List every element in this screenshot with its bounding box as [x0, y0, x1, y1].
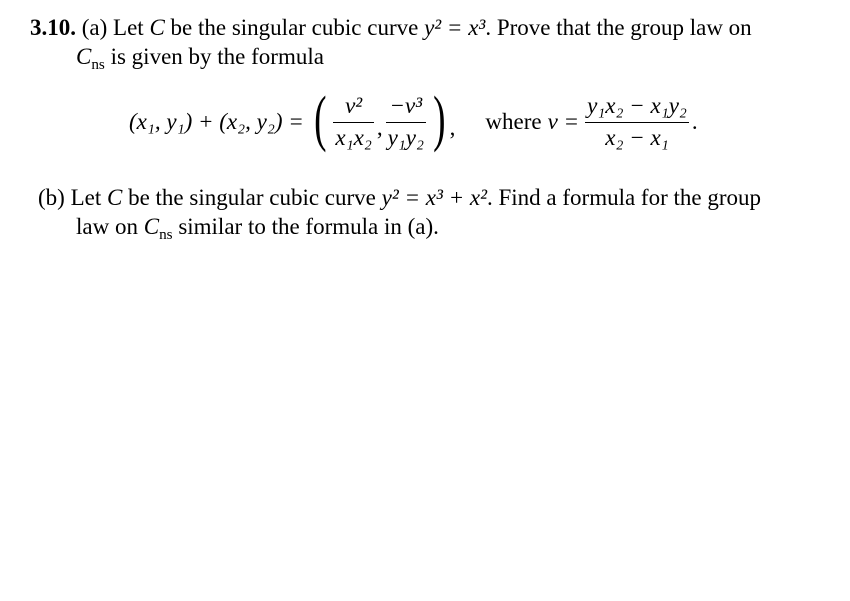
part-b-line2-before: law on [76, 214, 138, 239]
formula-period: . [691, 109, 698, 134]
part-a-label: (a) [81, 15, 108, 40]
part-a-cns-symbol: C [76, 44, 92, 69]
frac3-numerator: y₁x₂ − x₁y₂ [587, 93, 687, 119]
part-b-text-mid: be the singular cubic curve [128, 185, 376, 210]
frac1-numerator: ν² [345, 93, 363, 119]
part-a-text-let: Let [113, 15, 144, 40]
frac2-denominator: y₁y₂ [387, 124, 424, 150]
part-b-line2-after: similar to the formula in (a). [178, 214, 439, 239]
fraction-nu [585, 94, 689, 149]
part-a-cns-subscript: ns [91, 55, 105, 73]
problem-line-2 [76, 44, 324, 73]
frac3-denominator: x₂ − x₁ [605, 124, 669, 150]
problem-line-b1 [38, 186, 761, 209]
part-a-line2-text: is given by the formula [110, 44, 324, 69]
frac1-denominator: x₁x₂ [335, 124, 372, 150]
part-a-curve-symbol: C [149, 15, 165, 40]
group-law-formula [129, 82, 698, 162]
part-b-label: (b) [38, 185, 65, 210]
frac2-numerator: −ν³ [389, 93, 423, 119]
right-paren: ) [433, 85, 446, 153]
formula-comma-2: , [449, 115, 456, 140]
problem-number: 3.10. [30, 15, 76, 40]
left-paren: ( [313, 85, 327, 153]
problem-line-b2 [76, 214, 439, 243]
problem-line-1 [30, 16, 752, 39]
formula-comma: , [376, 115, 383, 140]
part-b-curve-equation: y² = x³ + x² [381, 185, 487, 210]
part-b-cns-symbol: C [143, 214, 160, 239]
part-a-text-after: . Prove that the group law on [485, 15, 752, 40]
part-b-curve-symbol: C [106, 185, 123, 210]
part-b-text-after: . Find a formula for the group [486, 185, 762, 210]
where-text: where [485, 109, 542, 134]
part-b-cns-subscript: ns [159, 225, 173, 243]
formula-lhs: (x₁, y₁) + (x₂, y₂) = [129, 109, 304, 134]
part-b-text-let: Let [70, 185, 102, 210]
fraction-nu-squared [333, 94, 373, 149]
part-a-curve-equation: y² = x³ [424, 15, 486, 40]
nu-definition: ν = [547, 109, 580, 134]
part-a-text-mid: be the singular cubic curve [170, 15, 419, 40]
fraction-nu-cubed [386, 94, 426, 149]
